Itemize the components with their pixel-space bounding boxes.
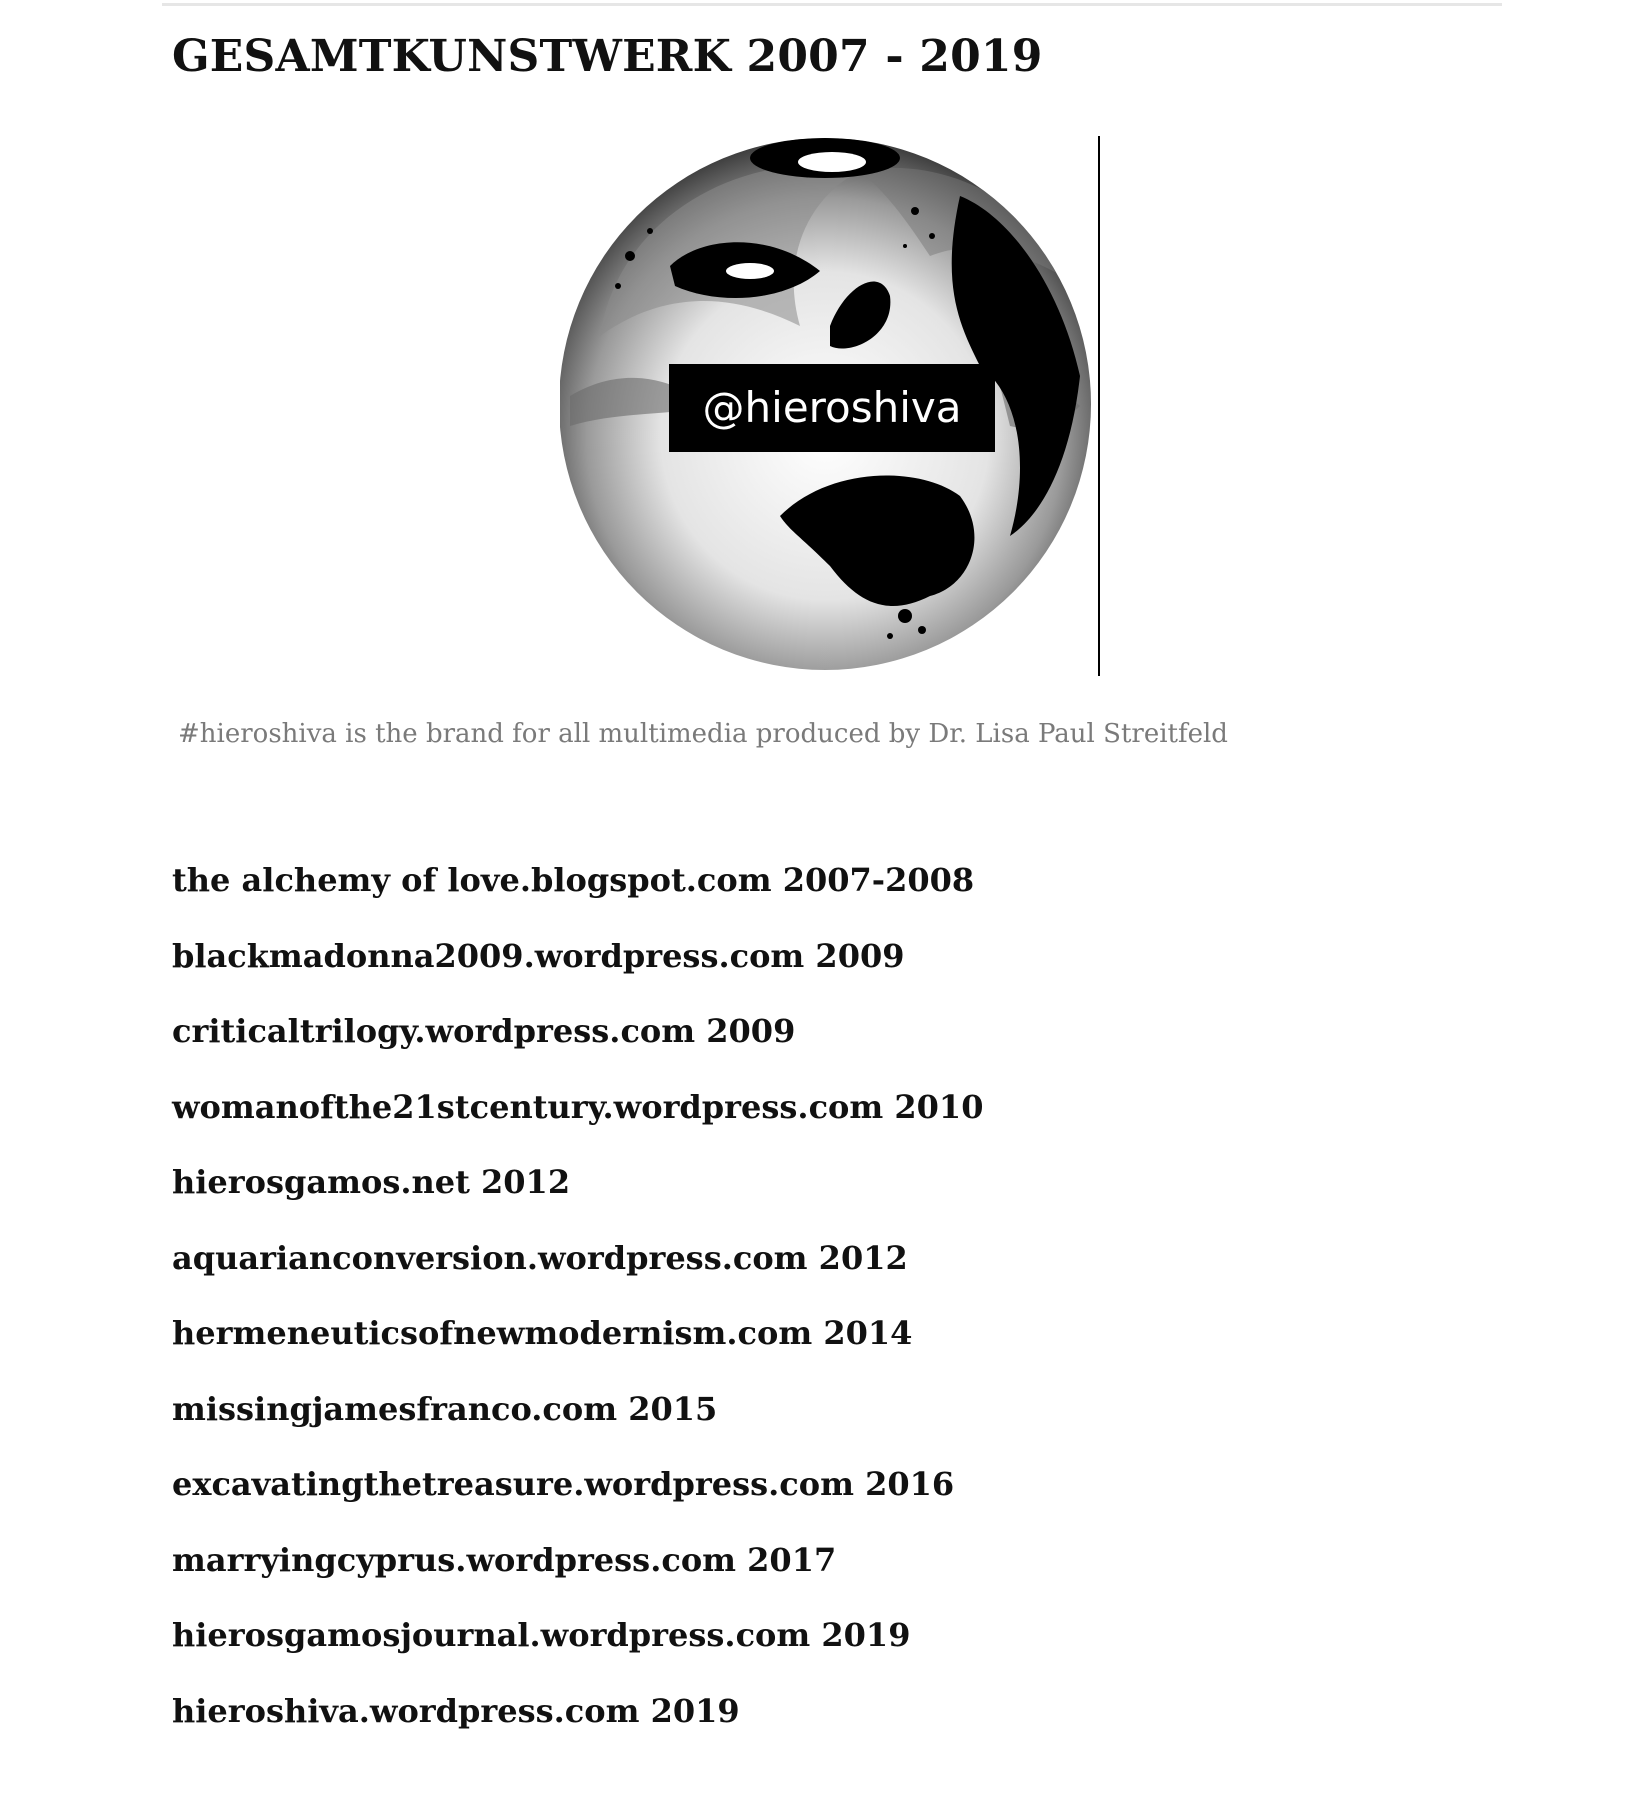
page-title: GESAMTKUNSTWERK 2007 - 2019	[172, 31, 1043, 82]
hieroshiva-logo-image	[560, 136, 1100, 676]
top-divider	[162, 3, 1502, 6]
site-list-item: blackmadonna2009.wordpress.com 2009	[172, 936, 905, 975]
site-list-item: hermeneuticsofnewmodernism.com 2014	[172, 1314, 913, 1352]
site-list-item: hieroshiva.wordpress.com 2019	[172, 1691, 740, 1730]
site-list-item: criticaltrilogy.wordpress.com 2009	[172, 1012, 796, 1050]
site-list-item: aquarianconversion.wordpress.com 2012	[172, 1238, 908, 1277]
site-list-item: excavatingthetreasure.wordpress.com 2016	[172, 1465, 955, 1503]
site-list-item: hierosgamos.net 2012	[172, 1163, 571, 1201]
site-list-item: marryingcyprus.wordpress.com 2017	[172, 1540, 837, 1579]
hieroshiva-handle-label: @hieroshiva	[669, 364, 995, 452]
site-list-item: the alchemy of love.blogspot.com 2007-2008	[172, 861, 975, 899]
site-list-item: missingjamesfranco.com 2015	[172, 1389, 718, 1428]
site-list-item: womanofthe21stcentury.wordpress.com 2010	[172, 1087, 984, 1126]
site-list	[172, 858, 983, 1764]
image-caption: #hieroshiva is the brand for all multimedia produced by Dr. Lisa Paul Streitfeld	[178, 719, 1228, 749]
site-list-item: hierosgamosjournal.wordpress.com 2019	[172, 1616, 911, 1654]
